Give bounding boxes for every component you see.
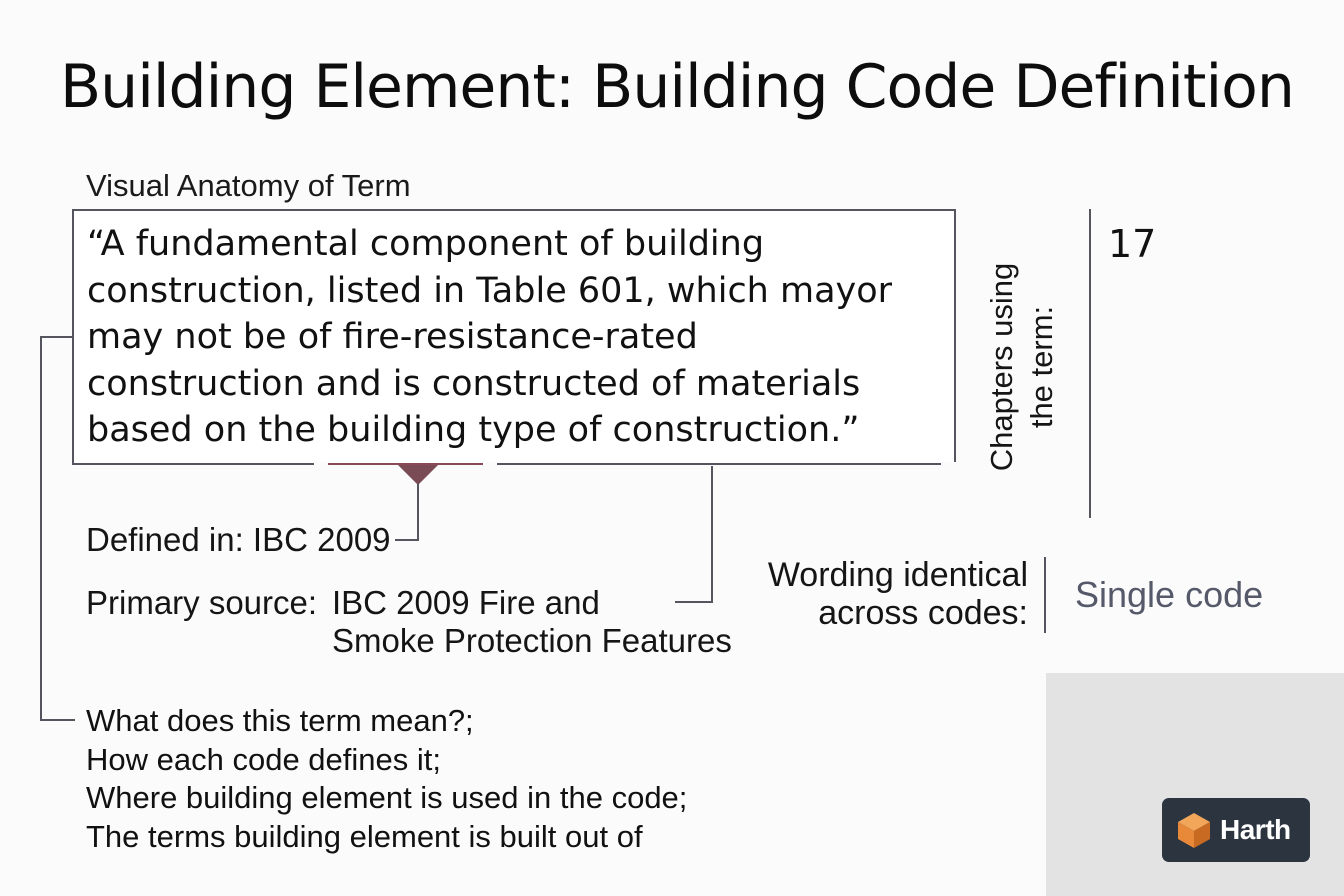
- page-title: Building Element: Building Code Definition: [60, 52, 1294, 122]
- question-item: Where building element is used in the code;: [86, 780, 688, 815]
- definition-line: may not be of fire-resistance-rated: [87, 317, 698, 357]
- wording-label: [740, 556, 1028, 632]
- primary-source-line1: IBC 2009 Fire and: [332, 584, 600, 621]
- pointer-triangle: [398, 465, 438, 485]
- definition-line: based on the building type of construction.”: [87, 410, 860, 450]
- chapters-label: [982, 237, 1062, 497]
- logo-badge: [1162, 798, 1310, 862]
- question-item: The terms building element is built out of: [86, 818, 643, 854]
- question-item: What does this term mean?;: [86, 703, 474, 738]
- wording-value: Single code: [1075, 574, 1264, 615]
- definition-line: construction, listed in Table 601, which mayor: [87, 270, 893, 311]
- definition-line: construction and is constructed of materials: [87, 363, 861, 404]
- chapters-label-line1: Chapters using: [984, 262, 1019, 472]
- gray-panel: [1046, 673, 1344, 896]
- logo-text: Harth: [1220, 814, 1291, 845]
- questions-connector: [41, 337, 75, 720]
- section-label: Visual Anatomy of Term: [86, 168, 411, 203]
- question-item: How each code defines it;: [86, 741, 441, 777]
- defined-in-text: Defined in: IBC 2009: [86, 521, 391, 558]
- chapters-count: 17: [1108, 222, 1157, 266]
- wording-label-line2: across codes:: [818, 594, 1028, 632]
- chapters-label-line2: the term:: [1024, 305, 1059, 429]
- wording-label-line1: Wording identical: [767, 556, 1028, 594]
- primary-source-line2: Smoke Protection Features: [332, 622, 732, 659]
- definition-line: “A fundamental component of building: [87, 224, 765, 264]
- questions-list: [86, 702, 687, 856]
- defined-in-connector: [395, 484, 418, 540]
- primary-source-label: Primary source:: [86, 584, 318, 621]
- primary-source-connector: [675, 466, 712, 602]
- cube-icon: [1174, 810, 1214, 850]
